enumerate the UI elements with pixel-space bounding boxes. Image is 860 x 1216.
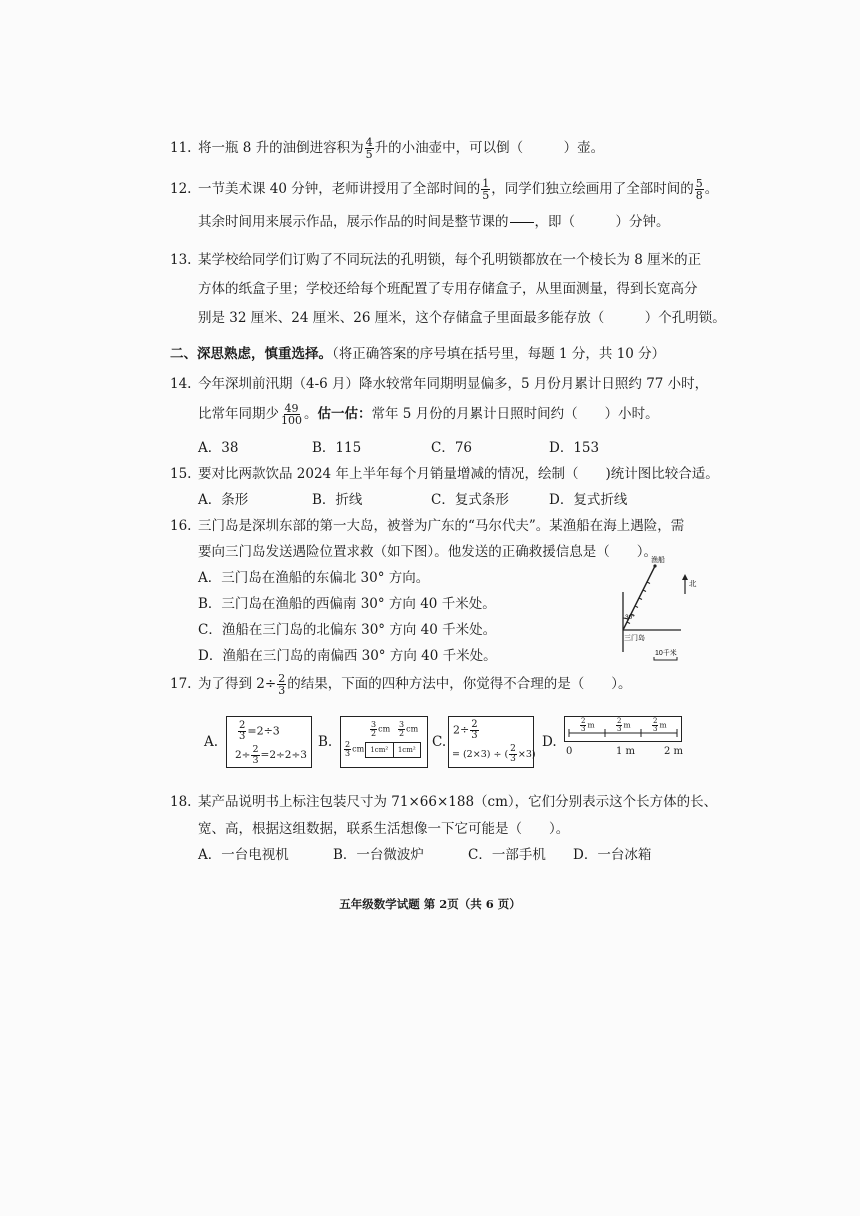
q14-option-d[interactable]: D．153 bbox=[549, 440, 600, 456]
question-12-line-1: 12. 一节美术课 40 分钟，老师讲授用了全部时间的 $\frac{1}{5}$ ，同学们独立绘画用了全部时间的 $\frac{5}{8}$ 。 bbox=[170, 177, 719, 202]
question-12-line-2: 其余时间用来展示作品，展示作品的时间是整节课的 ，即（ ）分钟。 bbox=[198, 210, 670, 235]
area-grid: 1cm² 1cm² bbox=[365, 742, 421, 758]
boat-label: 渔船 bbox=[651, 557, 665, 564]
q17-label-d[interactable]: D. bbox=[542, 734, 557, 750]
north-label: 北 bbox=[689, 579, 697, 588]
fraction: $\frac{1}{5}$ bbox=[482, 177, 490, 202]
q15-option-a[interactable]: A．条形 bbox=[198, 492, 249, 508]
fraction: $\frac{2}{3}$ bbox=[278, 672, 286, 697]
question-14-line-2: 比常年同期少 $\frac{49}{100}$ 。估一估：常年 5 月份的月累计日照时间约（ ）小时。 bbox=[198, 402, 659, 427]
q16-option-d[interactable]: D．渔船在三门岛的南偏西 30° 方向 40 千米处。 bbox=[198, 648, 497, 664]
q17-box-b[interactable]: $\frac{3}{2}$ cm $\frac{3}{2}$ cm $\frac{2}{3}$ cm 1cm² 1cm² bbox=[340, 716, 428, 768]
direction-map bbox=[605, 552, 705, 664]
number-line-one: 1 m bbox=[616, 746, 636, 757]
question-14-line-1: 14. 今年深圳前汛期（4-6 月）降水较常年同期明显偏多，5 月份月累计日照约 77 小时， bbox=[170, 376, 709, 392]
island-label: 三门岛 bbox=[624, 635, 645, 642]
number-line-two: 2 m bbox=[664, 746, 684, 757]
q16-option-a[interactable]: A．三门岛在渔船的东偏北 30° 方向。 bbox=[198, 570, 430, 586]
q18-option-b[interactable]: B．一台微波炉 bbox=[333, 847, 424, 863]
q15-option-c[interactable]: C．复式条形 bbox=[431, 492, 509, 508]
question-18-line-1: 18. 某产品说明书上标注包装尺寸为 71×66×188（cm），它们分别表示这个长方体的长、 bbox=[170, 794, 718, 810]
fraction: $\frac{5}{8}$ bbox=[695, 177, 703, 202]
q14-option-a[interactable]: A．38 bbox=[198, 440, 239, 456]
question-15: 15. 要对比两款饮品 2024 年上半年每个月销量增减的情况，绘制（ )统计图比较合适。 bbox=[170, 466, 719, 482]
question-16-line-2: 要向三门岛发送遇险位置求救（如下图）。他发送的正确救援信息是（ ）。 bbox=[198, 544, 657, 560]
question-13-line-1: 13. 某学校给同学们订购了不同玩法的孔明锁，每个孔明锁都放在一个棱长为 8 厘米的正 bbox=[170, 252, 702, 268]
angle-label: 30° bbox=[625, 614, 635, 621]
fraction: $\frac{49}{100}$ bbox=[281, 402, 302, 427]
question-13-line-3: 别是 32 厘米、24 厘米、26 厘米，这个存储盒子里面最多能存放（ ）个孔明锁。 bbox=[198, 310, 726, 326]
scale-bar bbox=[654, 657, 677, 660]
question-11: 11. 将一瓶 8 升的油倒进容积为 $\frac{4}{5}$ 升的小油壶中，可以倒（ ）壶。 bbox=[170, 136, 605, 161]
question-16-line-1: 16. 三门岛是深圳东部的第一大岛，被誉为广东的“马尔代夫”。某渔船在海上遇险，需 bbox=[170, 518, 685, 534]
q16-option-c[interactable]: C．渔船在三门岛的北偏东 30° 方向 40 千米处。 bbox=[198, 622, 497, 638]
fraction: $\frac{4}{5}$ bbox=[365, 136, 373, 161]
north-arrow-head bbox=[682, 574, 688, 580]
q18-option-a[interactable]: A．一台电视机 bbox=[198, 847, 289, 863]
q18-option-d[interactable]: D．一台冰箱 bbox=[573, 847, 652, 863]
question-18-line-2: 宽、高，根据这组数据，联系生活想像一下它可能是（ ）。 bbox=[198, 821, 570, 837]
q17-box-a[interactable]: $\frac{2}{3}$ =2÷3 2÷ $\frac{2}{3}$ =2÷2÷3 bbox=[226, 716, 312, 768]
q17-box-c[interactable]: 2÷ $\frac{2}{3}$ = (2×3) ÷ ( $\frac{2}{3}$ ×3) bbox=[448, 716, 534, 768]
q17-box-d[interactable]: $\frac{2}{3}$ m $\frac{2}{3}$ m $\frac{2}{3}$ m bbox=[564, 716, 682, 742]
question-17: 17. 为了得到 2÷ $\frac{2}{3}$ 的结果，下面的四种方法中，你觉得不合理的是（ ）。 bbox=[170, 672, 632, 697]
q16-option-b[interactable]: B．三门岛在渔船的西偏南 30° 方向 40 千米处。 bbox=[198, 596, 496, 612]
question-13-line-2: 方体的纸盒子里；学校还给每个班配置了专用存储盒子，从里面测量，得到长宽高分 bbox=[198, 281, 698, 297]
q17-label-c[interactable]: C. bbox=[432, 734, 447, 750]
blank-fraction[interactable] bbox=[510, 210, 534, 235]
scale-label: 10千米 bbox=[655, 650, 677, 657]
q15-option-d[interactable]: D．复式折线 bbox=[549, 492, 628, 508]
q17-label-b[interactable]: B. bbox=[318, 734, 333, 750]
number-line-zero: 0 bbox=[566, 746, 573, 757]
boat-point bbox=[653, 564, 656, 567]
q17-label-a[interactable]: A. bbox=[204, 734, 219, 750]
q18-option-c[interactable]: C．一部手机 bbox=[468, 847, 546, 863]
q14-option-b[interactable]: B．115 bbox=[312, 440, 362, 456]
page-footer: 五年级数学试题 第 2页（共 6 页） bbox=[339, 897, 521, 911]
q14-option-c[interactable]: C．76 bbox=[431, 440, 473, 456]
section-2-heading: 二、深思熟虑，慎重选择。（将正确答案的序号填在括号里，每题 1 分，共 10 分） bbox=[170, 346, 666, 362]
q15-option-b[interactable]: B．折线 bbox=[312, 492, 363, 508]
